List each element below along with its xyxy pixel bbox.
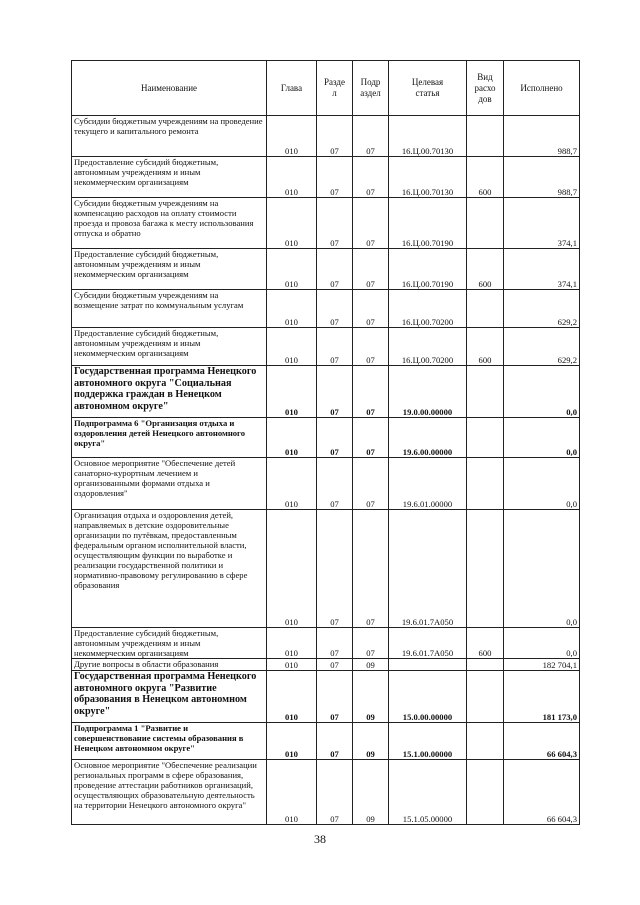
- table-row: [72, 671, 580, 723]
- cell-expense-type: [467, 671, 504, 723]
- cell-expense-type: [467, 723, 504, 760]
- table-row: [72, 157, 580, 198]
- cell-subsection: 07: [353, 328, 389, 366]
- cell-subsection: 07: [353, 249, 389, 290]
- table-row: [72, 328, 580, 366]
- cell-expense-type: [467, 458, 504, 510]
- cell-expense-type: 600: [467, 157, 504, 198]
- cell-expense-type: [467, 366, 504, 418]
- cell-chapter: 010: [267, 198, 317, 249]
- cell-chapter: 010: [267, 418, 317, 458]
- cell-executed: 0,0: [504, 366, 580, 418]
- cell-section: 07: [317, 198, 353, 249]
- cell-target: 16.Ц.00.70200: [389, 328, 467, 366]
- cell-chapter: 010: [267, 157, 317, 198]
- table-row: [72, 198, 580, 249]
- cell-chapter: 010: [267, 510, 317, 628]
- cell-chapter: 010: [267, 628, 317, 659]
- cell-executed: 0,0: [504, 510, 580, 628]
- cell-expense-type: [467, 659, 504, 671]
- cell-section: 07: [317, 328, 353, 366]
- cell-expense-type: [467, 290, 504, 328]
- cell-target: 19.6.00.00000: [389, 418, 467, 458]
- cell-section: 07: [317, 249, 353, 290]
- table-header-row: [72, 61, 580, 116]
- cell-executed: 988,7: [504, 157, 580, 198]
- cell-subsection: 07: [353, 628, 389, 659]
- cell-expense-type: 600: [467, 249, 504, 290]
- header-subsection: Подр аздел: [353, 61, 389, 116]
- cell-section: 07: [317, 116, 353, 157]
- cell-executed: 182 704,1: [504, 659, 580, 671]
- cell-executed: 629,2: [504, 328, 580, 366]
- cell-expense-type: [467, 198, 504, 249]
- cell-section: 07: [317, 290, 353, 328]
- cell-chapter: 010: [267, 671, 317, 723]
- cell-target: 19.6.01.00000: [389, 458, 467, 510]
- cell-target: 19.6.01.7А050: [389, 628, 467, 659]
- cell-target: 15.1.00.00000: [389, 723, 467, 760]
- cell-subsection: 07: [353, 510, 389, 628]
- cell-name: Государственная программа Ненецкого автономного округа "Социальная поддержка граждан в Ненецком автономном округе": [72, 366, 267, 418]
- cell-name: Подпрограмма 6 "Организация отдыха и оздоровления детей Ненецкого автономного округа": [72, 418, 267, 458]
- cell-executed: 66 604,3: [504, 760, 580, 825]
- cell-chapter: 010: [267, 366, 317, 418]
- cell-target: 19.6.01.7А050: [389, 510, 467, 628]
- cell-subsection: 09: [353, 723, 389, 760]
- cell-chapter: 010: [267, 723, 317, 760]
- cell-subsection: 09: [353, 659, 389, 671]
- cell-section: 07: [317, 628, 353, 659]
- cell-expense-type: [467, 510, 504, 628]
- cell-name: Предоставление субсидий бюджетным, автономным учреждениям и иным некоммерческим организациям: [72, 328, 267, 366]
- table-row: [72, 366, 580, 418]
- cell-subsection: 07: [353, 290, 389, 328]
- table-row: [72, 290, 580, 328]
- header-expense-type: Вид расхо дов: [467, 61, 504, 116]
- cell-section: 07: [317, 760, 353, 825]
- cell-executed: 374,1: [504, 249, 580, 290]
- cell-executed: 374,1: [504, 198, 580, 249]
- cell-expense-type: [467, 418, 504, 458]
- cell-name: Субсидии бюджетным учреждениям на компенсацию расходов на оплату стоимости проезда и провоза багажа к месту использования отпуска и обратно: [72, 198, 267, 249]
- cell-target: 16.Ц.00.70190: [389, 249, 467, 290]
- table-row: [72, 659, 580, 671]
- budget-table: [71, 60, 580, 825]
- cell-chapter: 010: [267, 659, 317, 671]
- table-row: [72, 760, 580, 825]
- header-chapter: Глава: [267, 61, 317, 116]
- table-body: [72, 116, 580, 825]
- cell-name: Предоставление субсидий бюджетным, автономным учреждениям и иным некоммерческим организациям: [72, 249, 267, 290]
- cell-executed: 629,2: [504, 290, 580, 328]
- cell-target: 15.0.00.00000: [389, 671, 467, 723]
- cell-executed: 66 604,3: [504, 723, 580, 760]
- cell-expense-type: 600: [467, 328, 504, 366]
- cell-name: Предоставление субсидий бюджетным, автономным учреждениям и иным некоммерческим организациям: [72, 157, 267, 198]
- header-target: Целевая статья: [389, 61, 467, 116]
- cell-subsection: 07: [353, 366, 389, 418]
- table-row: [72, 418, 580, 458]
- cell-subsection: 09: [353, 671, 389, 723]
- table-row: [72, 628, 580, 659]
- cell-name: Государственная программа Ненецкого автономного округа "Развитие образования в Ненецком автономном округе": [72, 671, 267, 723]
- cell-name: Подпрограмма 1 "Развитие и совершенствование системы образования в Ненецком автономном округе": [72, 723, 267, 760]
- cell-name: Организация отдыха и оздоровления детей, направляемых в детские оздоровительные организации по путёвкам, предоставленным федеральным органом исполнительной власти, осуществляющим функции по выработке и реализации государственной политики и нормативно-правовому регулированию в сфере образования: [72, 510, 267, 628]
- cell-chapter: 010: [267, 328, 317, 366]
- cell-target: [389, 659, 467, 671]
- cell-section: 07: [317, 366, 353, 418]
- cell-section: 07: [317, 723, 353, 760]
- cell-name: Субсидии бюджетным учреждениям на проведение текущего и капитального ремонта: [72, 116, 267, 157]
- cell-section: 07: [317, 458, 353, 510]
- header-section: Разде л: [317, 61, 353, 116]
- cell-name: Другие вопросы в области образования: [72, 659, 267, 671]
- cell-executed: 0,0: [504, 458, 580, 510]
- cell-section: 07: [317, 418, 353, 458]
- cell-chapter: 010: [267, 290, 317, 328]
- cell-name: Субсидии бюджетным учреждениям на возмещение затрат по коммунальным услугам: [72, 290, 267, 328]
- table-row: [72, 723, 580, 760]
- header-name: Наименование: [72, 61, 267, 116]
- table-row: [72, 458, 580, 510]
- cell-name: Основное мероприятие "Обеспечение детей санаторно-курортным лечением и организованными формами отдыха и оздоровления": [72, 458, 267, 510]
- cell-subsection: 07: [353, 418, 389, 458]
- cell-executed: 0,0: [504, 418, 580, 458]
- cell-target: 16.Ц.00.70200: [389, 290, 467, 328]
- cell-expense-type: [467, 116, 504, 157]
- cell-subsection: 07: [353, 157, 389, 198]
- cell-section: 07: [317, 157, 353, 198]
- cell-chapter: 010: [267, 760, 317, 825]
- cell-target: 15.1.05.00000: [389, 760, 467, 825]
- table-row: [72, 510, 580, 628]
- cell-section: 07: [317, 659, 353, 671]
- cell-section: 07: [317, 671, 353, 723]
- cell-executed: 988,7: [504, 116, 580, 157]
- cell-executed: 0,0: [504, 628, 580, 659]
- table-row: [72, 116, 580, 157]
- cell-executed: 181 173,0: [504, 671, 580, 723]
- cell-target: 16.Ц.00.70130: [389, 116, 467, 157]
- cell-target: 19.0.00.00000: [389, 366, 467, 418]
- cell-expense-type: [467, 760, 504, 825]
- cell-name: Предоставление субсидий бюджетным, автономным учреждениям и иным некоммерческим организациям: [72, 628, 267, 659]
- cell-subsection: 07: [353, 458, 389, 510]
- header-executed: Исполнено: [504, 61, 580, 116]
- cell-name: Основное мероприятие "Обеспечение реализации региональных программ в сфере образования, проведение аттестации работников организаций, осуществляющих образовательную деятельность на территории Ненецкого автономного округа": [72, 760, 267, 825]
- cell-chapter: 010: [267, 249, 317, 290]
- cell-target: 16.Ц.00.70130: [389, 157, 467, 198]
- cell-section: 07: [317, 510, 353, 628]
- page-number: 38: [314, 832, 326, 846]
- cell-chapter: 010: [267, 116, 317, 157]
- cell-subsection: 07: [353, 116, 389, 157]
- cell-expense-type: 600: [467, 628, 504, 659]
- cell-subsection: 07: [353, 198, 389, 249]
- cell-subsection: 09: [353, 760, 389, 825]
- cell-target: 16.Ц.00.70190: [389, 198, 467, 249]
- cell-chapter: 010: [267, 458, 317, 510]
- table-row: [72, 249, 580, 290]
